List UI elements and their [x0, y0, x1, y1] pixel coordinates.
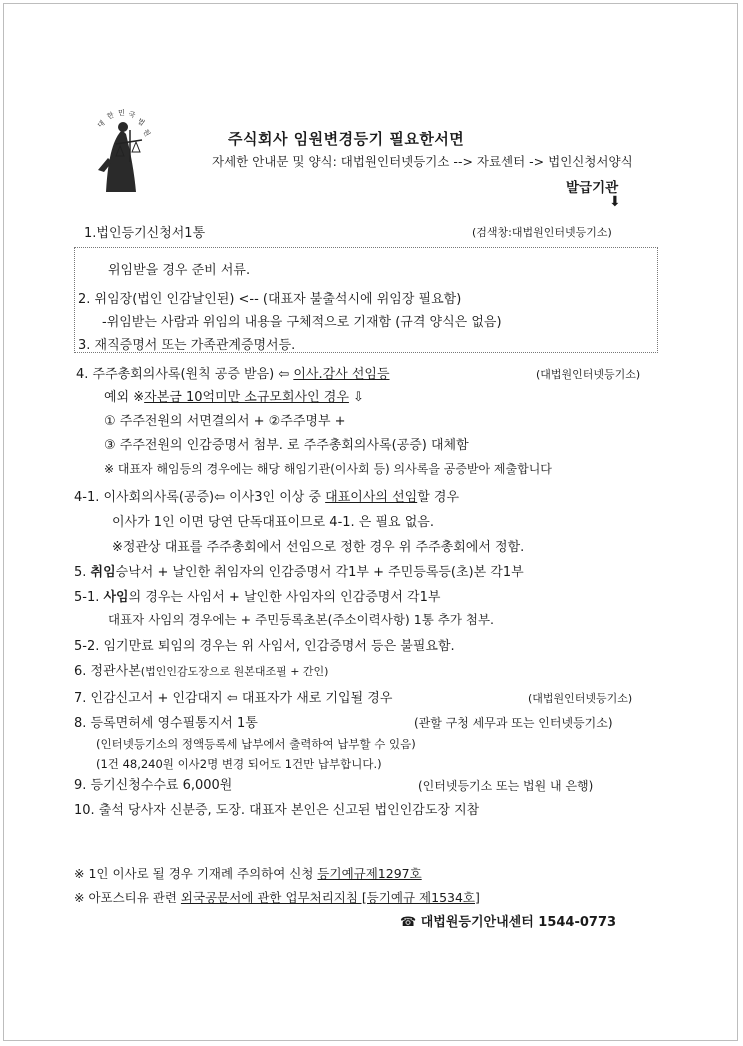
svg-text:법: 법	[135, 117, 146, 128]
item-7-note: (대법원인터넷등기소)	[528, 692, 633, 705]
svg-text:민: 민	[118, 109, 125, 117]
court-seal-logo	[78, 100, 168, 200]
phone-line	[400, 911, 616, 930]
item-8-note: (관할 구청 세무과 또는 인터넷등기소)	[414, 716, 613, 730]
footer-note-1	[74, 864, 422, 882]
footer-note-1-ref: 등기예규제1297호	[317, 866, 422, 881]
item-5	[74, 561, 524, 580]
phone-icon: ☎	[400, 915, 417, 930]
svg-text:대: 대	[96, 119, 107, 130]
item-4-case-2: ③ 주주전원의 인감증명서 첨부. 로 주주총회의사록(공증) 대체함	[104, 438, 469, 453]
footer-note-1-text: ※ 1인 이사로 될 경우 기재례 주의하여 신청	[74, 866, 318, 881]
item-4-1-sub-2: ※정관상 대표를 주주총회에서 선임으로 정한 경우 위 주주총회에서 정함.	[112, 540, 525, 555]
item-9: 9. 등기신청수수료 6,000원	[74, 778, 233, 793]
svg-text:한: 한	[105, 111, 116, 121]
item-5-text: 승낙서 + 날인한 취임자의 인감증명서 각1부 + 주민등록등(초)본 각1부	[115, 565, 524, 580]
item-7: 7. 인감신고서 + 인감대지 ⇦ 대표자가 새로 기입될 경우	[74, 691, 393, 706]
item-5-2: 5-2. 임기만료 퇴임의 경우는 위 사임서, 인감증명서 등은 불필요함.	[74, 639, 455, 654]
item-4-exception	[104, 386, 364, 405]
item-4-1-text: 4-1. 이사회의사록(공증)⇦ 이사3인 이상 중	[74, 490, 326, 505]
footer-note-2-text: ※ 아포스티유 관련	[74, 890, 181, 905]
item-5-1-sub: 대표자 사임의 경우에는 + 주민등록초본(주소이력사항) 1통 추가 첨부.	[108, 612, 494, 627]
item-5-bold: 취임	[90, 565, 116, 580]
item-5-1-number: 5-1.	[74, 590, 104, 605]
item-10: 10. 출석 당사자 신분증, 도장. 대표자 본인은 신고된 법인인감도장 지참	[74, 803, 480, 818]
footer-note-2-ref: 외국공문서에 관한 업무처리지침 [등기예규 제1534호]	[180, 890, 480, 905]
item-4-1-tail: 할 경우	[417, 490, 460, 505]
item-8-sub-2: (1건 48,240원 이사2명 변경 되어도 1건만 납부합니다.)	[96, 757, 382, 771]
item-5-1-bold: 사임	[103, 590, 129, 605]
item-2-sub: -위임받는 사람과 위임의 내용을 구체적으로 기재함 (규격 양식은 없음)	[102, 315, 502, 330]
item-6	[74, 660, 328, 679]
item-4-exception-underlined: 자본금 10억미만 소규모회사인 경우	[144, 390, 349, 405]
box-intro: 위임받을 경우 준비 서류.	[108, 263, 251, 278]
item-1-note: (검색창:대법원인터넷등기소)	[472, 226, 612, 239]
item-4-exception-label: 예외 ※	[104, 390, 145, 405]
item-4-note: (대법원인터넷등기소)	[536, 368, 641, 381]
item-4-1-underlined: 대표이사의 선임	[325, 490, 418, 505]
item-4-text: 4. 주주총회의사록(원칙 공증 받음) ⇦	[76, 367, 294, 382]
item-5-1-text: 의 경우는 사임서 + 날인한 사임자의 인감증명서 각1부	[128, 590, 441, 605]
item-1: 1.법인등기신청서1통	[84, 226, 206, 241]
item-8: 8. 등록면허세 영수필통지서 1통	[74, 716, 258, 731]
phone-text: 대법원등기안내센터 1544-0773	[420, 915, 617, 930]
item-8-sub-1: (인터넷등기소의 정액등록세 납부에서 출력하여 납부할 수 있음)	[96, 737, 416, 751]
item-5-number: 5.	[74, 565, 91, 580]
issuer-label: 발급기관	[566, 180, 619, 196]
document-subtitle: 자세한 안내문 및 양식: 대법원인터넷등기소 --> 자료센터 -> 법인신청서양식	[212, 154, 633, 169]
item-4-1	[74, 486, 459, 505]
item-4-1-sub: 이사가 1인 이면 당연 단독대표이므로 4-1. 은 필요 없음.	[112, 515, 434, 530]
item-4-exception-arrow: ⇩	[348, 390, 364, 405]
item-4-case-1: ① 주주전원의 서면결의서 + ②주주명부 +	[104, 414, 346, 429]
item-4-underlined: 이사.감사 선임등	[293, 367, 390, 382]
item-5-1	[74, 586, 440, 605]
svg-text:원: 원	[141, 128, 152, 138]
item-4-note-2: ※ 대표자 해임등의 경우에는 해당 해임기관(이사회 등) 의사록을 공증받아 제출합니다	[104, 462, 552, 476]
item-2: 2. 위임장(법인 인감날인된) <-- (대표자 불출석시에 위임장 필요함)	[78, 292, 462, 307]
svg-text:국: 국	[127, 110, 137, 120]
item-4	[76, 363, 390, 382]
down-arrow-icon: ⬇	[609, 194, 621, 210]
footer-note-2	[74, 888, 480, 906]
item-6-note: (법인인감도장으로 원본대조필 + 간인)	[140, 665, 329, 678]
document-title: 주식회사 임원변경등기 필요한서면	[228, 130, 465, 148]
item-9-note: (인터넷등기소 또는 법원 내 은행)	[418, 779, 594, 793]
item-6-text: 6. 정관사본	[74, 664, 141, 679]
item-3: 3. 재직증명서 또는 가족관계증명서등.	[78, 338, 296, 353]
